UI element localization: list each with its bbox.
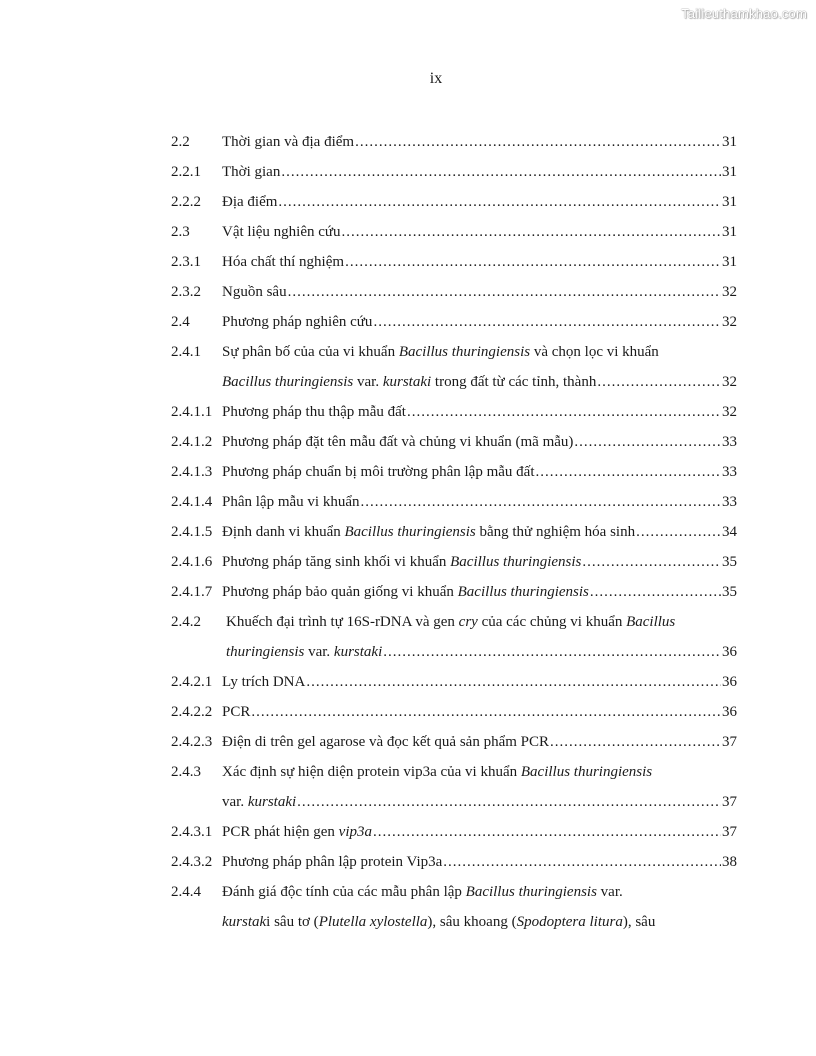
toc-title: Phương pháp nghiên cứu xyxy=(222,314,373,330)
dot-leader xyxy=(360,491,721,513)
toc-title: var. kurstaki xyxy=(222,794,297,810)
toc-entry[interactable] xyxy=(171,191,737,221)
toc-number: 2.2 xyxy=(171,134,190,150)
dot-leader xyxy=(355,131,721,153)
toc-entry[interactable] xyxy=(171,431,737,461)
toc-title: Ly trích DNA xyxy=(222,674,306,690)
toc-page: 33 xyxy=(722,464,737,480)
toc-entry[interactable] xyxy=(171,551,737,581)
dot-leader xyxy=(574,431,721,453)
toc-page: 37 xyxy=(722,824,737,840)
toc-entry[interactable] xyxy=(171,131,737,161)
toc-title: Phương pháp phân lập protein Vip3a xyxy=(222,854,443,870)
toc-title: PCR phát hiện gen vip3a xyxy=(222,824,372,840)
toc-number: 2.4.3.2 xyxy=(171,854,213,870)
dot-leader xyxy=(345,251,721,273)
toc-title: Khuếch đại trình tự 16S-rDNA và gen cry của các chủng vi khuẩn Bacillus xyxy=(226,614,676,630)
watermark: Tailieuthamkhao.com xyxy=(681,6,807,21)
dot-leader xyxy=(582,551,721,573)
toc-number: 2.4.2.1 xyxy=(171,674,213,690)
dot-leader xyxy=(550,731,721,753)
toc-title: Điện di trên gel agarose và đọc kết quả sản phẩm PCR xyxy=(222,734,549,750)
toc-title: Sự phân bố của của vi khuẩn Bacillus thuringiensis và chọn lọc vi khuẩn xyxy=(222,344,659,360)
dot-leader xyxy=(281,161,721,183)
toc-number: 2.4.2.2 xyxy=(171,704,213,720)
dot-leader xyxy=(597,371,721,393)
toc-number: 2.4.1.5 xyxy=(171,524,213,540)
toc-title: Phương pháp thu thập mẫu đất xyxy=(222,404,406,420)
toc-page: 36 xyxy=(722,674,737,690)
toc-title: Hóa chất thí nghiệm xyxy=(222,254,345,270)
toc-entry[interactable] xyxy=(171,281,737,311)
toc-title: Bacillus thuringiensis var. kurstaki trong đất từ các tỉnh, thành xyxy=(222,374,597,390)
toc-entry-continued[interactable] xyxy=(171,371,737,401)
dot-leader xyxy=(278,191,721,213)
toc-number: 2.4 xyxy=(171,314,190,330)
toc-page: 32 xyxy=(722,374,737,390)
toc-page: 37 xyxy=(722,794,737,810)
toc-title: Phương pháp tăng sinh khối vi khuẩn Bacillus thuringiensis xyxy=(222,554,582,570)
toc-entry[interactable] xyxy=(171,491,737,521)
toc-entry[interactable] xyxy=(171,221,737,251)
toc-title: Thời gian xyxy=(222,164,281,180)
toc-entry[interactable] xyxy=(171,311,737,341)
toc-page: 35 xyxy=(722,554,737,570)
toc-title: PCR xyxy=(222,704,251,720)
toc-page: 31 xyxy=(722,134,737,150)
dot-leader xyxy=(590,581,721,603)
toc-number: 2.4.3.1 xyxy=(171,824,213,840)
dot-leader xyxy=(297,791,721,813)
toc-page: 31 xyxy=(722,224,737,240)
toc-entry[interactable] xyxy=(171,401,737,431)
dot-leader xyxy=(306,671,721,693)
dot-leader xyxy=(636,521,721,543)
toc-title: Phân lập mẫu vi khuẩn xyxy=(222,494,360,510)
toc-page: 37 xyxy=(722,734,737,750)
toc-title: Phương pháp bảo quản giống vi khuẩn Bacillus thuringiensis xyxy=(222,584,589,600)
toc-number: 2.4.2.3 xyxy=(171,734,213,750)
toc-entry[interactable] xyxy=(171,521,737,551)
toc-entry[interactable] xyxy=(171,701,737,731)
toc-entry[interactable] xyxy=(171,461,737,491)
toc-number: 2.4.1.6 xyxy=(171,554,213,570)
toc-title: Định danh vi khuẩn Bacillus thuringiensis bằng thử nghiệm hóa sinh xyxy=(222,524,636,540)
toc-title: Đánh giá độc tính của các mẫu phân lập Bacillus thuringiensis var. xyxy=(222,884,623,900)
toc-page: 36 xyxy=(722,644,737,660)
toc-number: 2.4.1.3 xyxy=(171,464,213,480)
toc-entry[interactable] xyxy=(171,611,737,641)
dot-leader xyxy=(443,851,721,873)
toc-number: 2.4.1.4 xyxy=(171,494,213,510)
toc-entry[interactable] xyxy=(171,761,737,791)
dot-leader xyxy=(407,401,721,423)
dot-leader xyxy=(342,221,721,243)
toc-page: 33 xyxy=(722,434,737,450)
page-number: ix xyxy=(429,70,443,87)
toc-number: 2.3.2 xyxy=(171,284,201,300)
toc-entry-continued[interactable] xyxy=(171,911,737,941)
toc-title: Thời gian và địa điểm xyxy=(222,134,355,150)
dot-leader xyxy=(373,311,721,333)
toc-page: 33 xyxy=(722,494,737,510)
dot-leader xyxy=(251,701,721,723)
toc-page: 31 xyxy=(722,254,737,270)
toc-number: 2.4.1.1 xyxy=(171,404,213,420)
toc-entry[interactable] xyxy=(171,821,737,851)
toc-number: 2.4.1.2 xyxy=(171,434,213,450)
toc-number: 2.4.4 xyxy=(171,884,201,900)
toc-page: 35 xyxy=(722,584,737,600)
toc-number: 2.4.1.7 xyxy=(171,584,213,600)
dot-leader xyxy=(536,461,722,483)
toc-title: kurstaki sâu tơ (Plutella xylostella), sâu khoang (Spodoptera litura), sâu xyxy=(222,914,656,930)
toc-number: 2.4.2 xyxy=(171,614,201,630)
table-of-contents xyxy=(171,131,737,941)
toc-entry-continued[interactable] xyxy=(171,791,737,821)
toc-entry[interactable] xyxy=(171,341,737,371)
toc-entry[interactable] xyxy=(171,251,737,281)
toc-page: 31 xyxy=(722,164,737,180)
toc-title: Nguồn sâu xyxy=(222,284,287,300)
toc-title: Xác định sự hiện diện protein vip3a của vi khuẩn Bacillus thuringiensis xyxy=(222,764,653,780)
toc-number: 2.2.2 xyxy=(171,194,201,210)
toc-entry[interactable] xyxy=(171,851,737,881)
toc-page: 32 xyxy=(722,404,737,420)
toc-entry[interactable] xyxy=(171,161,737,191)
toc-page: 36 xyxy=(722,704,737,720)
dot-leader xyxy=(383,641,721,663)
toc-page: 38 xyxy=(722,854,737,870)
toc-page: 32 xyxy=(722,314,737,330)
toc-number: 2.4.1 xyxy=(171,344,201,360)
dot-leader xyxy=(373,821,721,843)
toc-entry-continued[interactable] xyxy=(171,641,737,671)
toc-number: 2.2.1 xyxy=(171,164,201,180)
toc-title: Địa điểm xyxy=(222,194,278,210)
toc-entry[interactable] xyxy=(171,881,737,911)
toc-number: 2.4.3 xyxy=(171,764,201,780)
toc-title: Phương pháp chuẩn bị môi trường phân lập mẫu đất xyxy=(222,464,535,480)
toc-page: 34 xyxy=(722,524,737,540)
toc-title: thuringiensis var. kurstaki xyxy=(226,644,383,660)
toc-entry[interactable] xyxy=(171,671,737,701)
toc-page: 31 xyxy=(722,194,737,210)
toc-entry[interactable] xyxy=(171,731,737,761)
toc-number: 2.3.1 xyxy=(171,254,201,270)
toc-title: Phương pháp đặt tên mẫu đất và chủng vi khuẩn (mã mẫu) xyxy=(222,434,574,450)
toc-title: Vật liệu nghiên cứu xyxy=(222,224,341,240)
toc-entry[interactable] xyxy=(171,581,737,611)
toc-page: 32 xyxy=(722,284,737,300)
toc-number: 2.3 xyxy=(171,224,190,240)
dot-leader xyxy=(288,281,721,303)
